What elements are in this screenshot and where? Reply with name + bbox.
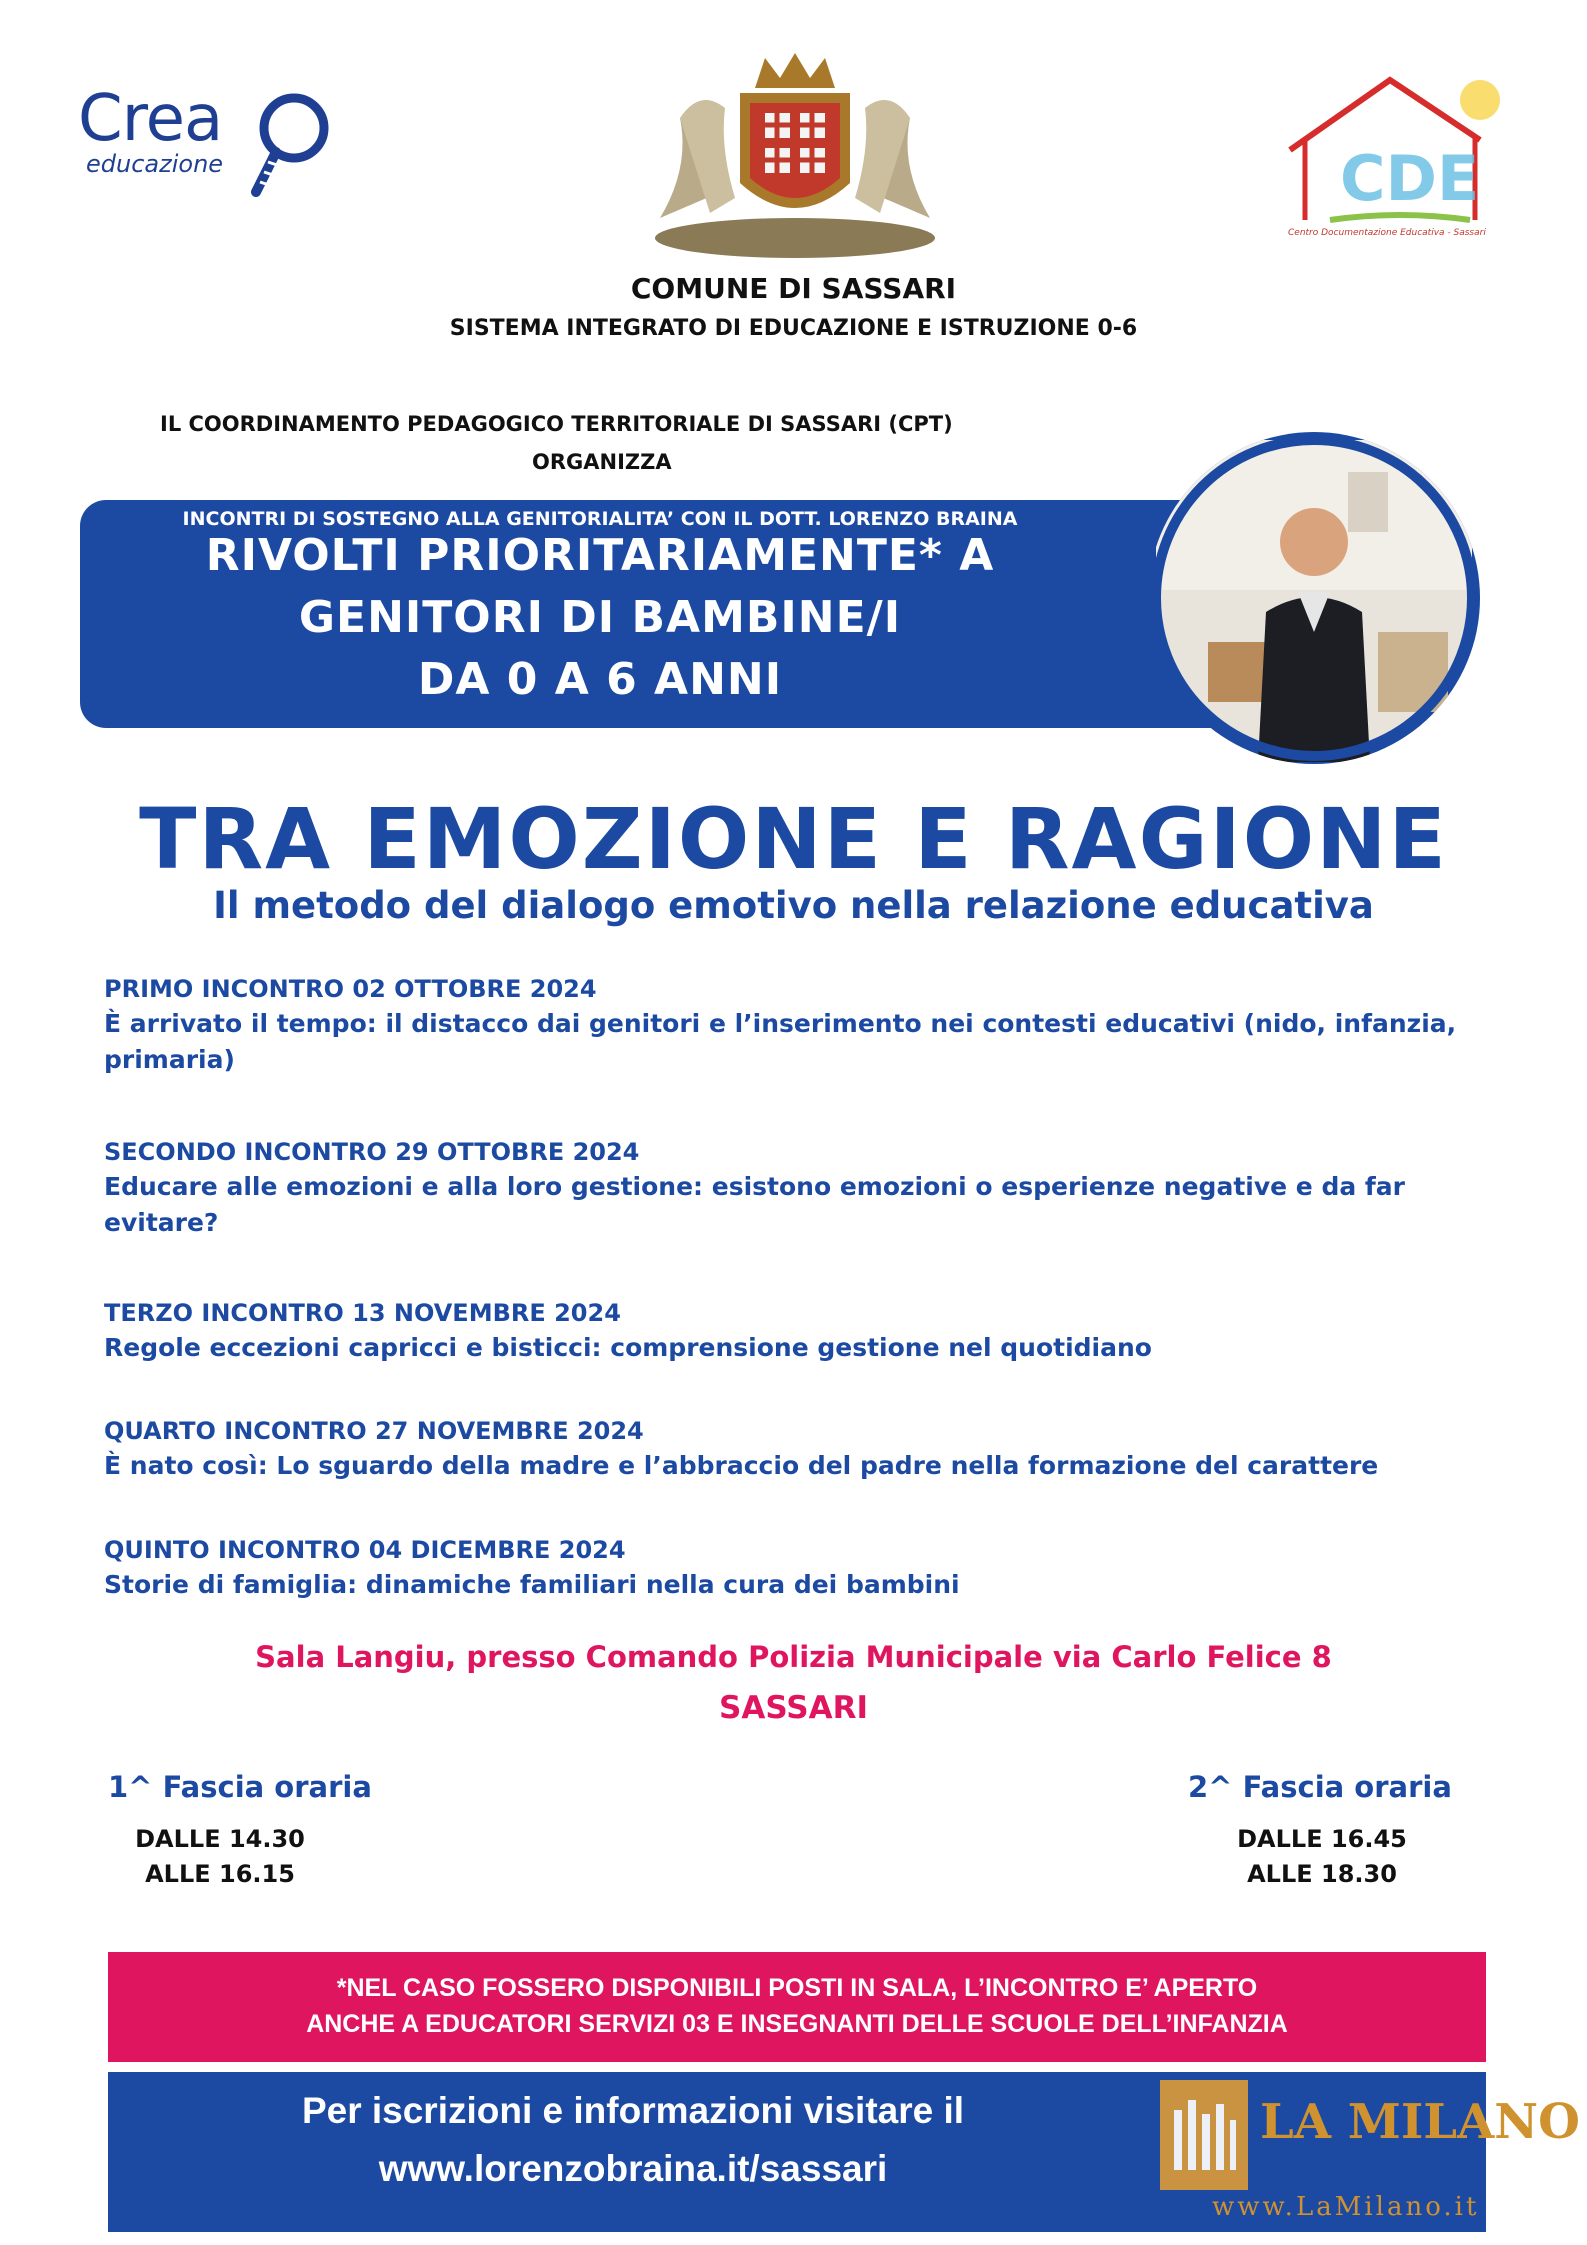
event-description: È arrivato il tempo: il distacco dai genitori e l’inserimento nei contesti educativi (nido, infanzia, primaria) [104, 1009, 1457, 1074]
comune-title: COMUNE DI SASSARI [630, 272, 957, 305]
availability-notice [108, 1952, 1486, 2062]
crea-logo-word: Crea [78, 82, 223, 156]
event-item [104, 1414, 1504, 1484]
lamilano-title: LA MILANO [1260, 2094, 1580, 2150]
time-slot-1-to: ALLE 16.15 [145, 1860, 295, 1888]
event-date: TERZO INCONTRO 13 NOVEMBRE 2024 [104, 1299, 621, 1327]
time-slot-1-from: DALLE 14.30 [135, 1825, 305, 1853]
banner-line-3: DA 0 A 6 ANNI [417, 654, 783, 705]
main-subtitle: Il metodo del dialogo emotivo nella relazione educativa [213, 884, 1374, 927]
lamilano-url: www.LaMilano.it [1212, 2192, 1480, 2222]
banner-intro: INCONTRI DI SOSTEGNO ALLA GENITORIALITA’ CON IL DOTT. LORENZO BRAINA [182, 508, 1018, 530]
crea-magnifier-icon [246, 92, 336, 202]
sistema-subtitle: SISTEMA INTEGRATO DI EDUCAZIONE E ISTRUZIONE 0-6 [449, 316, 1138, 341]
coordinamento-line: IL COORDINAMENTO PEDAGOGICO TERRITORIALE DI SASSARI (CPT) [160, 412, 953, 436]
time-slot-2-from: DALLE 16.45 [1237, 1825, 1407, 1853]
event-date: PRIMO INCONTRO 02 OTTOBRE 2024 [104, 975, 597, 1003]
event-item [104, 1135, 1504, 1241]
cde-logo [1280, 70, 1525, 250]
event-date: QUARTO INCONTRO 27 NOVEMBRE 2024 [104, 1417, 644, 1445]
cde-letters: CDE [1340, 142, 1480, 215]
registration-text: Per iscrizioni e informazioni visitare il [301, 2090, 965, 2131]
speaker-photo [1148, 432, 1480, 764]
coat-of-arms-emblem [640, 48, 950, 263]
registration-url-link[interactable]: www.lorenzobraina.it/sassari [378, 2148, 888, 2189]
organizza-line: ORGANIZZA [532, 450, 672, 474]
time-slot-1-times [120, 1822, 320, 1892]
event-item [104, 972, 1504, 1078]
event-item [104, 1533, 1504, 1603]
event-date: SECONDO INCONTRO 29 OTTOBRE 2024 [104, 1138, 640, 1166]
cde-caption: Centro Documentazione Educativa - Sassari [1288, 228, 1486, 238]
banner-line-2: GENITORI DI BAMBINE/I [298, 592, 902, 643]
event-description: Storie di famiglia: dinamiche familiari nella cura dei bambini [104, 1570, 960, 1599]
time-slot-1-label: 1^ Fascia oraria [108, 1770, 372, 1804]
notice-line-1: *NEL CASO FOSSERO DISPONIBILI POSTI IN SALA, L’INCONTRO E’ APERTO [336, 1974, 1258, 2002]
notice-line-2: ANCHE A EDUCATORI SERVIZI 03 E INSEGNANTI DELLE SCUOLE DELL’INFANZIA [306, 2010, 1288, 2038]
venue-address: Sala Langiu, presso Comando Polizia Municipale via Carlo Felice 8 [255, 1640, 1332, 1674]
time-slot-2-label: 2^ Fascia oraria [1188, 1770, 1452, 1804]
cde-house-icon [1280, 70, 1525, 230]
event-date: QUINTO INCONTRO 04 DICEMBRE 2024 [104, 1536, 626, 1564]
event-description: Regole eccezioni capricci e bisticci: comprensione gestione nel quotidiano [104, 1333, 1152, 1362]
time-slot-2-times [1222, 1822, 1422, 1892]
time-slot-2-to: ALLE 18.30 [1247, 1860, 1397, 1888]
venue-city: SASSARI [719, 1690, 868, 1726]
main-title: TRA EMOZIONE E RAGIONE [139, 790, 1448, 888]
event-description: Educare alle emozioni e alla loro gestione: esistono emozioni o esperienze negative e da far evitare? [104, 1172, 1406, 1237]
crea-educazione-logo [78, 82, 338, 202]
event-item [104, 1296, 1504, 1366]
lamilano-logo-icon [1160, 2080, 1248, 2190]
crea-logo-sub: educazione [86, 150, 224, 178]
lamilano-watermark [1160, 2080, 1580, 2230]
banner-line-1: RIVOLTI PRIORITARIAMENTE* A [205, 530, 995, 581]
event-description: È nato così: Lo sguardo della madre e l’abbraccio del padre nella formazione del carattere [104, 1451, 1379, 1480]
